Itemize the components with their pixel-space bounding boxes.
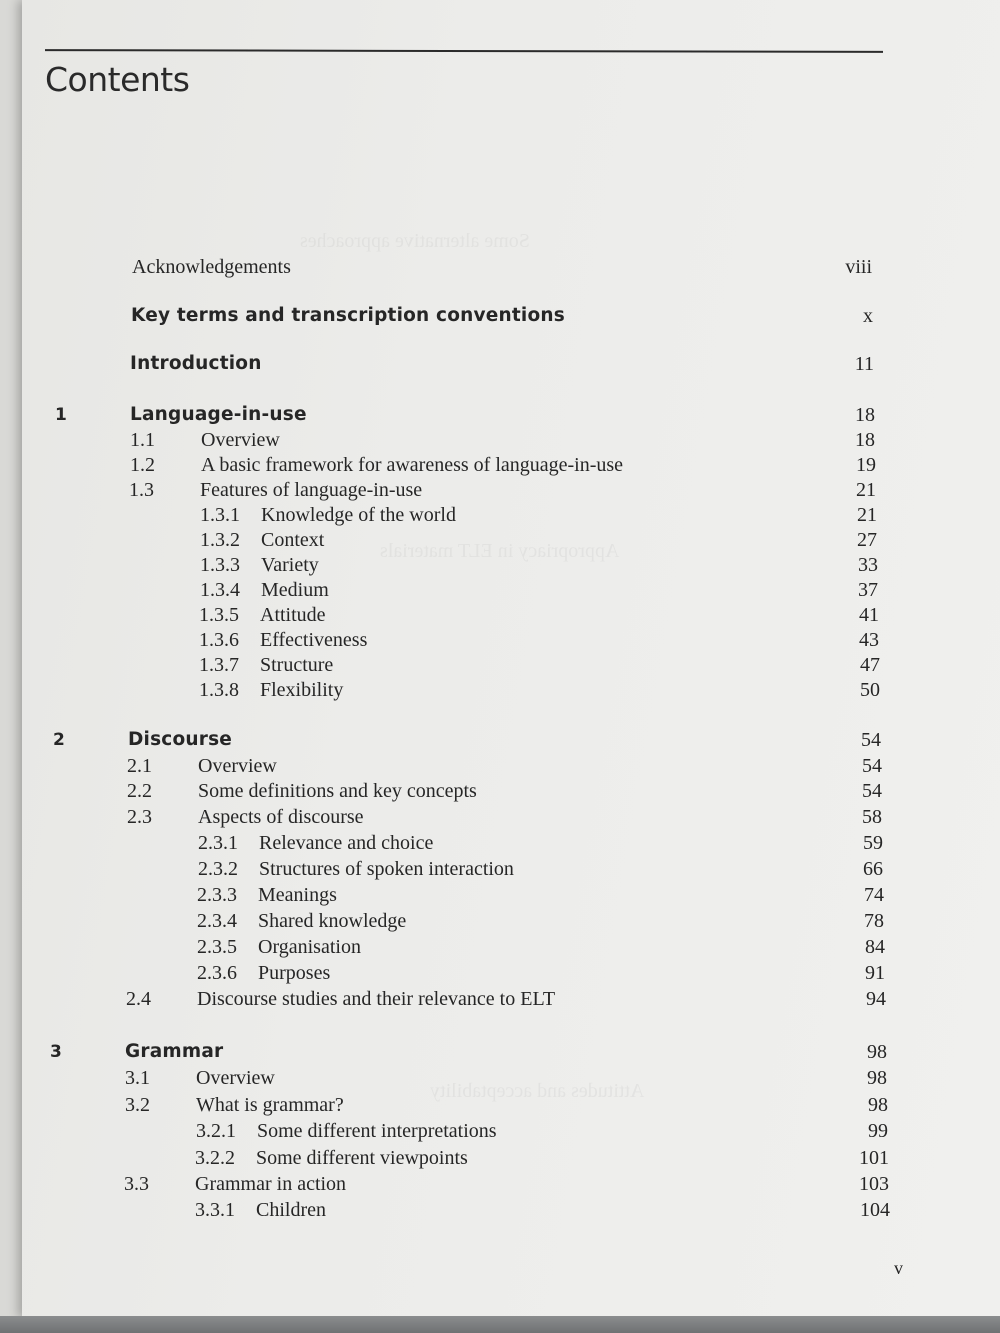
show-through-text: Some alternative approaches [300,230,530,252]
section-number: 2.3.3 [197,884,237,906]
entry-title: Some different interpretations [257,1120,497,1142]
section-number: 2.2 [127,780,152,802]
entry-title: Shared knowledge [258,910,407,932]
entry-title: Attitude [260,604,326,626]
entry-title: Structures of spoken interaction [259,858,514,880]
entry-title: Medium [261,579,329,601]
section-number: 2.3.4 [197,910,237,932]
toc-entry [0,778,1000,804]
toc-entry [0,1092,1000,1118]
entry-page-number: x [863,305,873,327]
entry-title: What is grammar? [196,1094,344,1116]
section-number: 2.3.2 [198,858,238,880]
entry-page-number: 54 [862,755,882,777]
entry-page-number: 59 [863,832,883,854]
entry-title: A basic framework for awareness of language-in-use [201,454,624,476]
entry-title: Features of language-in-use [200,479,423,501]
entry-title: Meanings [258,884,337,906]
entry-title: Discourse studies and their relevance to ELT [197,988,556,1010]
entry-title: Discourse [128,729,233,750]
entry-title: Some definitions and key concepts [198,780,477,802]
section-number: 2.3.1 [198,832,238,854]
page-title: Contents [45,60,190,99]
toc-entry [0,882,1000,908]
entry-title: Key terms and transcription conventions [131,305,565,326]
entry-page-number: 101 [859,1147,889,1169]
entry-page-number: 19 [856,454,876,476]
chapter-number: 3 [50,1042,62,1062]
section-number: 2.4 [126,988,151,1010]
toc-entry [0,477,1000,503]
entry-title: Variety [261,554,319,576]
entry-page-number: viii [845,256,872,278]
entry-page-number: 21 [856,479,876,501]
toc-entry [0,427,1000,453]
toc-entry [0,727,1000,753]
entry-title: Language-in-use [130,404,307,425]
entry-page-number: 47 [860,654,880,676]
toc-entry [0,934,1000,960]
toc-entry [0,830,1000,856]
show-through-text: Attitudes and acceptability [430,1080,645,1102]
entry-page-number: 11 [854,353,874,375]
show-through-text: Appropriacy in ELT materials [380,540,620,562]
toc-entry [0,652,1000,678]
entry-title: Some different viewpoints [256,1147,468,1169]
entry-page-number: 98 [868,1094,888,1116]
toc-entry [0,351,1000,377]
section-number: 3.2.2 [195,1147,235,1169]
toc-entry [0,527,1000,553]
entry-title: Effectiveness [260,629,368,651]
section-number: 1.3.8 [199,679,239,701]
section-number: 3.3 [124,1173,149,1195]
toc-entry [0,602,1000,628]
section-number: 1.3.5 [199,604,239,626]
toc-entry [0,1065,1000,1091]
page-number: v [894,1258,903,1278]
toc-entry [0,753,1000,779]
section-number: 1.3.3 [200,554,240,576]
entry-title: Overview [198,755,277,777]
entry-page-number: 104 [860,1199,890,1221]
entry-page-number: 33 [858,554,878,576]
chapter-number: 1 [55,405,67,425]
section-number: 2.3.5 [197,936,237,958]
toc-entry [0,1197,1000,1223]
section-number: 1.3 [129,479,154,501]
entry-page-number: 18 [855,429,875,451]
section-number: 3.1 [125,1067,150,1089]
section-number: 2.3.6 [197,962,237,984]
entry-title: Knowledge of the world [261,504,456,526]
toc-entry [0,303,1000,329]
section-number: 3.2 [125,1094,150,1116]
entry-title: Relevance and choice [259,832,434,854]
section-number: 1.1 [130,429,155,451]
entry-title: Flexibility [260,679,344,701]
section-number: 1.3.1 [200,504,240,526]
toc-entry [0,1039,1000,1065]
toc-entry [0,856,1000,882]
toc-entry [0,402,1000,428]
entry-page-number: 50 [860,679,880,701]
toc-entry [0,960,1000,986]
section-number: 1.2 [130,454,155,476]
toc-entry [0,577,1000,603]
entry-page-number: 78 [864,910,884,932]
toc-entry [0,552,1000,578]
entry-title: Acknowledgements [132,256,291,278]
toc-entry [0,1118,1000,1144]
entry-page-number: 27 [857,529,877,551]
entry-page-number: 54 [861,729,881,751]
entry-page-number: 66 [863,858,883,880]
entry-page-number: 37 [858,579,878,601]
entry-page-number: 94 [866,988,886,1010]
toc-entry [0,986,1000,1012]
toc-entry [0,908,1000,934]
entry-title: Aspects of discourse [198,806,364,828]
toc-entry [0,1145,1000,1171]
entry-page-number: 21 [857,504,877,526]
entry-page-number: 91 [865,962,885,984]
section-number: 1.3.4 [200,579,240,601]
toc-entry [0,804,1000,830]
entry-title: Overview [201,429,280,451]
entry-page-number: 54 [862,780,882,802]
chapter-number: 2 [53,730,65,750]
toc-entry [0,677,1000,703]
entry-title: Context [261,529,325,551]
entry-page-number: 58 [862,806,882,828]
toc-entry [0,254,1000,280]
entry-page-number: 41 [859,604,879,626]
entry-page-number: 43 [859,629,879,651]
entry-page-number: 84 [865,936,885,958]
entry-title: Grammar in action [195,1173,347,1195]
section-number: 1.3.2 [200,529,240,551]
entry-title: Purposes [258,962,331,984]
entry-page-number: 18 [855,404,875,426]
toc-entry [0,502,1000,528]
entry-title: Structure [260,654,334,676]
section-number: 3.2.1 [196,1120,236,1142]
entry-title: Introduction [130,353,262,374]
entry-page-number: 99 [868,1120,888,1142]
entry-page-number: 103 [859,1173,889,1195]
section-number: 2.3 [127,806,152,828]
entry-title: Organisation [258,936,361,958]
entry-page-number: 74 [864,884,884,906]
entry-page-number: 98 [867,1041,887,1063]
entry-title: Children [256,1199,326,1221]
entry-title: Grammar [125,1041,224,1062]
section-number: 2.1 [127,755,152,777]
toc-entry [0,1171,1000,1197]
section-number: 1.3.7 [199,654,239,676]
toc-entry [0,452,1000,478]
toc-entry [0,627,1000,653]
entry-page-number: 98 [867,1067,887,1089]
entry-title: Overview [196,1067,275,1089]
section-number: 1.3.6 [199,629,239,651]
section-number: 3.3.1 [195,1199,235,1221]
